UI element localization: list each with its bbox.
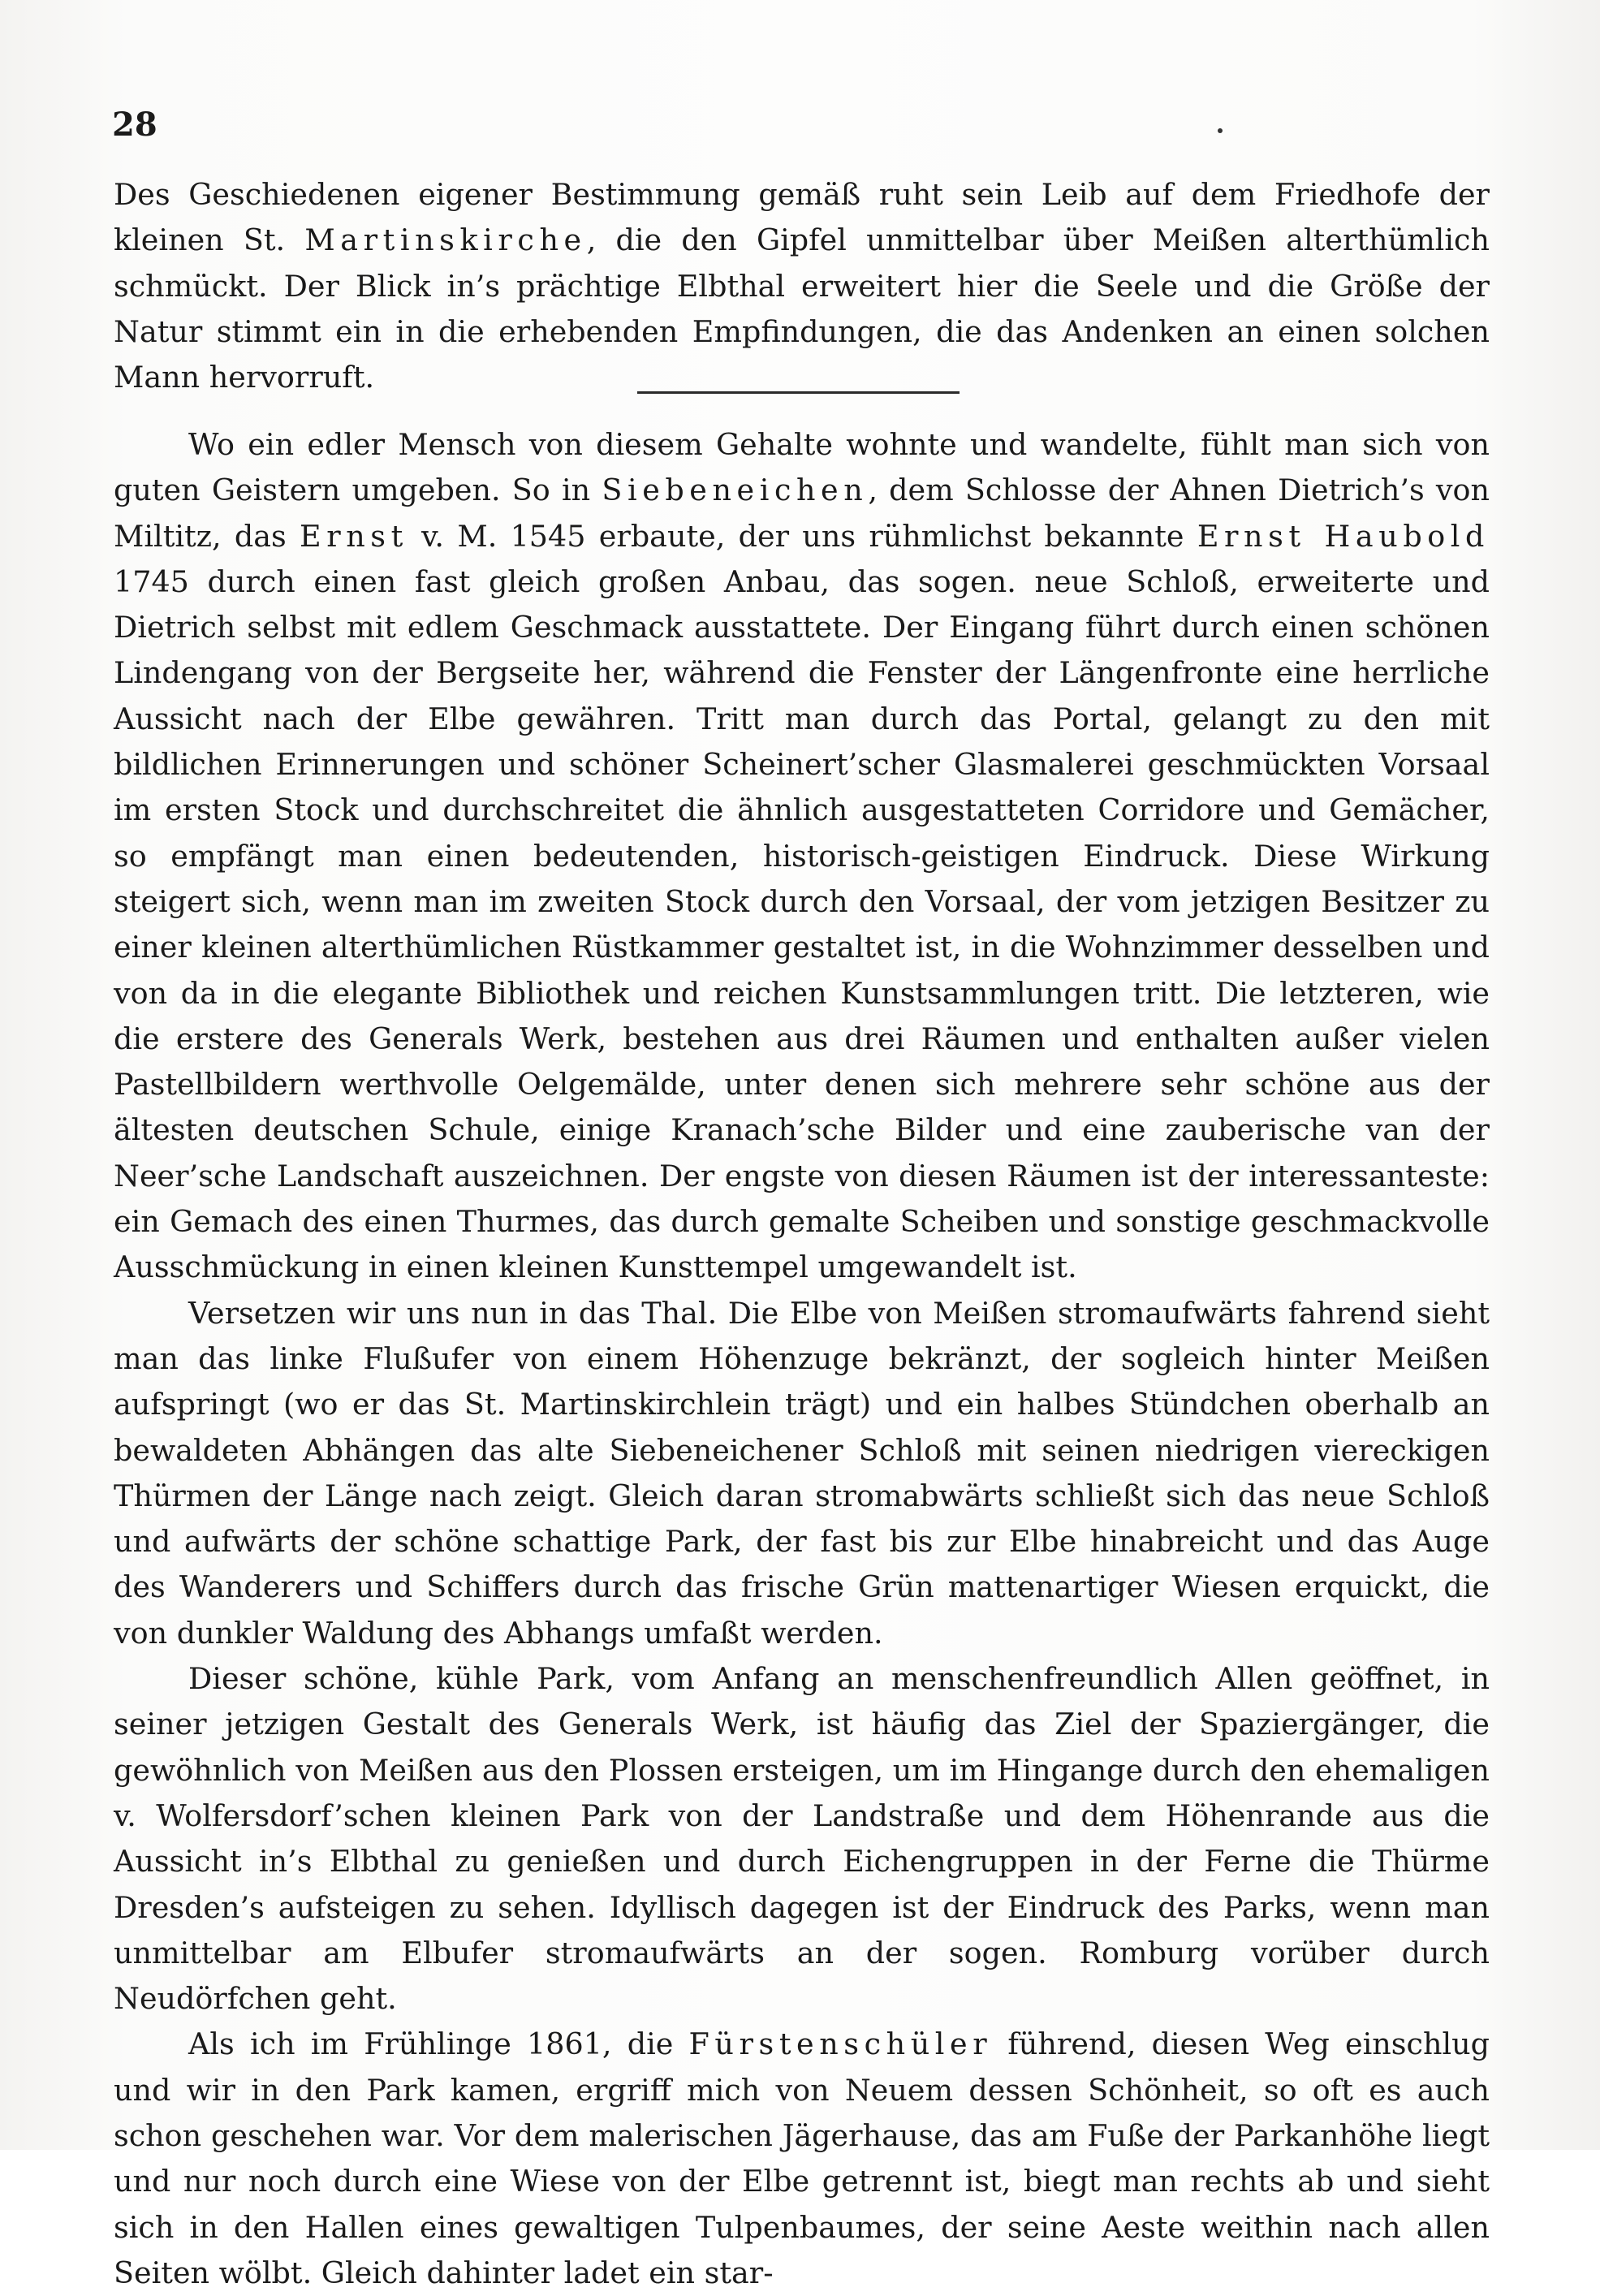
- page-number: 28: [112, 106, 157, 144]
- paragraph: [114, 422, 1490, 1291]
- paragraph: [114, 172, 1490, 400]
- text-block-main: [114, 422, 1490, 2296]
- paragraph: [114, 1291, 1490, 1656]
- emphasized-name: Ernst Haubold: [1197, 518, 1490, 554]
- text-run: Des Geschiedenen eigener Bestimmung gemäß ruht sein Leib auf dem Friedhofe der kleinen St.: [114, 177, 1490, 258]
- text-run: v. M. 1545 erbaute, der uns rühmlichst bekannte: [408, 518, 1197, 554]
- paragraph: [114, 2022, 1490, 2296]
- paragraph: [114, 1656, 1490, 2022]
- text-run: , die den Gipfel unmittelbar über Meißen alterthümlich schmückt. Der Blick in’s prächtige Elbthal erweitert hier die Seele und die Größe der Natur stimmt ein in die erhebenden Empfindungen, die das Andenken an einen solchen Mann hervorruft.: [114, 222, 1490, 395]
- emphasized-name: Fürstenschüler: [688, 2026, 993, 2062]
- text-run: 1745 durch einen fast gleich großen Anbau, das sogen. neue Schloß, erweiterte und Dietrich selbst mit edlem Geschmack ausstattete. Der Eingang führt durch einen schönen Lindengang von der Bergseite her, während die Fenster der Längenfronte eine herrliche Aussicht nach der Elbe gewähren. Tritt man durch das Portal, gelangt zu den mit bildlichen Erinnerungen und schöner Scheinert’scher Glasmalerei geschmückten Vorsaal im ersten Stock und durchschreitet die ähnlich ausgestatteten Corridore und Gemächer, so empfängt man einen bedeutenden, historisch-geistigen Eindruck. Diese Wirkung steigert sich, wenn man im zweiten Stock durch den Vorsaal, der vom jetzigen Besitzer zu einer kleinen alterthümlichen Rüstkammer gestaltet ist, in die Wohnzimmer desselben und von da in die elegante Bibliothek und reichen Kunstsammlungen tritt. Die letzteren, wie die erstere des Generals Werk, bestehen aus drei Räumen und enthalten außer vielen Pastellbildern werthvolle Oelgemälde, unter denen sich mehrere sehr schöne aus der ältesten deutschen Schule, einige Kranach’sche Bilder und eine zauberische van der Neer’sche Landschaft auszeichnen. Der engste von diesen Räumen ist der interessanteste: ein Gemach des einen Thurmes, das durch gemalte Scheiben und sonstige geschmackvolle Ausschmückung in einen kleinen Kunsttempel umgewandelt ist.: [114, 563, 1490, 1285]
- text-run: Dieser schöne, kühle Park, vom Anfang an menschenfreundlich Allen geöffnet, in seiner jetzigen Gestalt des Generals Werk, ist häufig das Ziel der Spaziergänger, die gewöhnlich von Meißen aus den Plossen ersteigen, um im Hingange durch den ehemaligen v. Wolfersdorf’schen kleinen Park von der Landstraße und dem Höhenrande aus die Aussicht in’s Elbthal zu genießen und durch Eichengruppen in der Ferne die Thürme Dresden’s aufsteigen zu sehen. Idyllisch dagegen ist der Eindruck des Parks, wenn man unmittelbar am Elbufer stromaufwärts an der sogen. Romburg vorüber durch Neudörfchen geht.: [114, 1661, 1490, 2017]
- text-block-top: [114, 172, 1490, 400]
- emphasized-name: Siebeneichen: [602, 473, 869, 508]
- text-run: Wo ein edler Mensch von diesem Gehalte wohnte und wandelte, fühlt man sich von guten Geistern umgeben. So in: [114, 427, 1490, 508]
- emphasized-name: Martinskirche: [304, 222, 587, 258]
- text-run: , dem Schlosse der Ahnen Dietrich’s von Miltitz, das: [114, 473, 1490, 554]
- section-separator-rule: [637, 391, 960, 394]
- text-run: führend, diesen Weg einschlug und wir in den Park kamen, ergriff mich von Neuem dessen Schönheit, so oft es auch schon geschehen war. Vor dem malerischen Jägerhause, das am Fuße der Parkanhöhe liegt und nur noch durch eine Wiese von der Elbe getrennt ist, biegt man rechts ab und sieht sich in den Hallen eines gewaltigen Tulpenbaumes, der seine Aeste weithin nach allen Seiten wölbt. Gleich dahinter ladet ein star-: [114, 2026, 1490, 2290]
- text-run: Versetzen wir uns nun in das Thal. Die Elbe von Meißen stromaufwärts fahrend sieht man das linke Flußufer von einem Höhenzuge bekränzt, der sogleich hinter Meißen aufspringt (wo er das St. Martinskirchlein trägt) und ein halbes Stündchen oberhalb an bewaldeten Abhängen das alte Siebeneichener Schloß mit seinen niedrigen viereckigen Thürmen der Länge nach zeigt. Gleich daran stromabwärts schließt sich das neue Schloß und aufwärts der schöne schattige Park, der fast bis zur Elbe hinabreicht und das Auge des Wanderers und Schiffers durch das frische Grün mattenartiger Wiesen erquickt, die von dunkler Waldung des Abhangs umfaßt werden.: [114, 1295, 1490, 1651]
- text-run: Als ich im Frühlinge 1861, die: [188, 2026, 689, 2062]
- ink-speck: [1218, 128, 1223, 133]
- emphasized-name: Ernst: [300, 518, 408, 554]
